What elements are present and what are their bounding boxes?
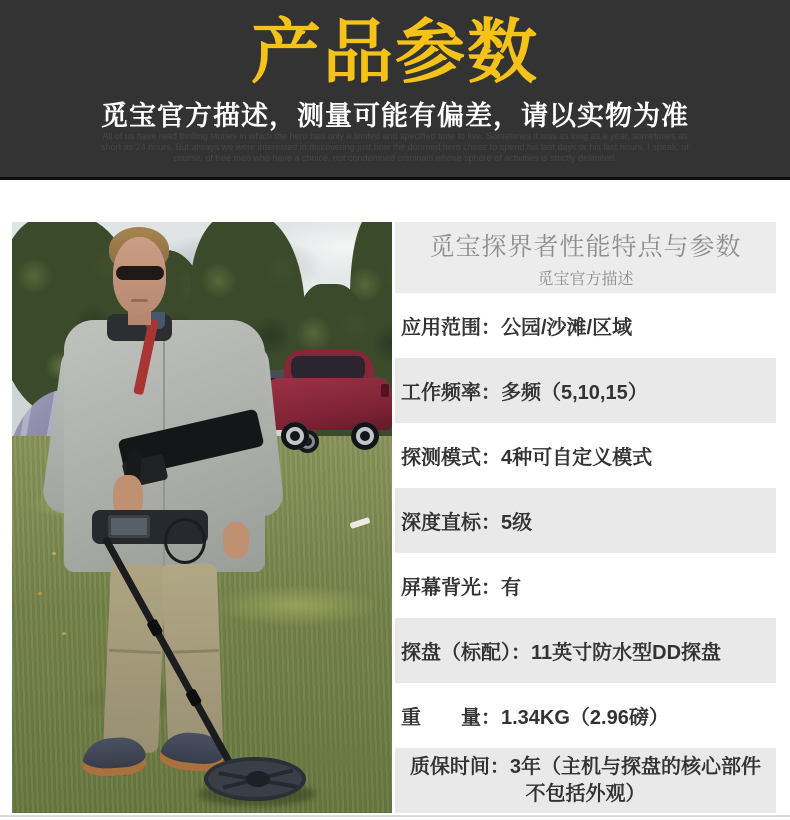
spec-panel-header <box>395 222 776 293</box>
suv-red-wheel <box>281 422 309 450</box>
spec-row-backlight: 屏幕背光：有 <box>395 553 776 618</box>
banner-bottom-rule <box>0 177 790 180</box>
detector-cable-loop <box>164 518 206 564</box>
figure-hanging-hand <box>223 522 249 558</box>
suv-red-windows <box>291 356 365 380</box>
section-divider <box>0 815 790 817</box>
banner-title: 产品参数 <box>251 13 539 91</box>
banner-english-text: All of us have read thrilling stories in which the hero had only a limited and specified time to live. Sometimes it was as long as a year, sometimes as short as 24 hours. But always we were interested in discovering just how the doomed hero chose to spend his last days or his last hours. I speak, of course, of free men who have a choice, not condemned criminals whose sphere of activities is strictly delimited. <box>101 131 689 163</box>
metal-detector-coil <box>204 757 306 801</box>
coil-hub <box>246 771 270 787</box>
banner-subtitle: 觅宝官方描述，测量可能有偏差，请以实物为准 <box>101 101 689 131</box>
banner <box>0 0 790 177</box>
spec-panel-subtitle: 觅宝官方描述 <box>537 270 634 288</box>
spec-row-warranty: 质保时间：3年（主机与探盘的核心部件不包括外观） <box>395 748 776 813</box>
figure-mouth <box>131 299 148 302</box>
suv-red-wheel <box>351 422 379 450</box>
sunglasses <box>116 266 164 280</box>
fallen-leaves <box>52 552 56 555</box>
spec-row-operating-frequency: 工作频率：多频（5,10,15） <box>395 358 776 423</box>
spec-row-application-range: 应用范围：公园/沙滩/区域 <box>395 293 776 358</box>
detector-screen <box>108 515 150 538</box>
spec-panel <box>395 222 776 813</box>
suv-red <box>268 348 392 458</box>
spec-row-depth-indicator: 深度直标：5级 <box>395 488 776 553</box>
suv-red-body <box>268 378 392 430</box>
spec-panel-title: 觅宝探界者性能特点与参数 <box>429 232 742 261</box>
product-photo <box>12 222 392 813</box>
spec-row-weight: 重 量：1.34KG（2.96磅） <box>395 683 776 748</box>
spec-row-coil: 探盘（标配）：11英寸防水型DD探盘 <box>395 618 776 683</box>
spec-row-detect-modes: 探测模式：4种可自定义模式 <box>395 423 776 488</box>
suv-red-taillight <box>381 384 389 397</box>
